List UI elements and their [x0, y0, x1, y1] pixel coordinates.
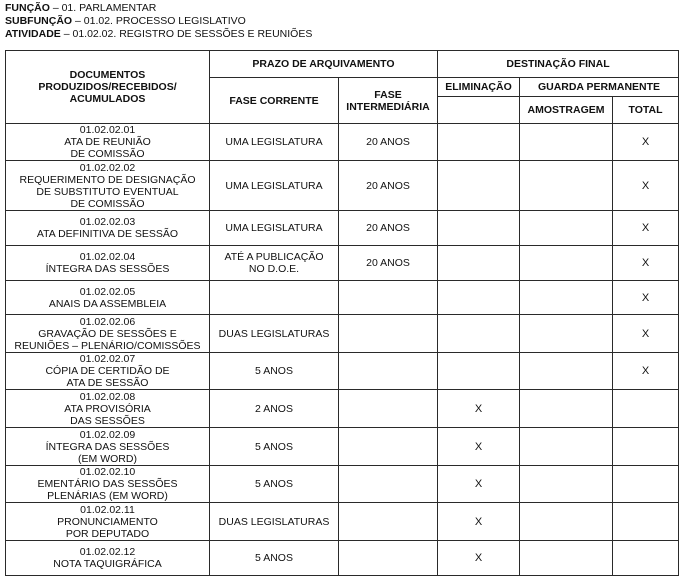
header-fase-corrente: FASE CORRENTE: [210, 78, 339, 124]
subfuncao-value: – 01.02. PROCESSO LEGISLATIVO: [72, 15, 246, 27]
fase-intermediaria-cell: [339, 281, 438, 315]
header-fase-intermediaria-line: FASE: [374, 88, 402, 101]
document-title-line: DE SUBSTITUTO EVENTUAL: [36, 185, 179, 198]
total-cell: [613, 503, 679, 541]
amostragem-cell: [520, 428, 613, 466]
document-title-line: GRAVAÇÃO DE SESSÕES E: [38, 327, 177, 340]
total-cell: X: [613, 281, 679, 315]
fase-corrente-line: UMA LEGISLATURA: [225, 136, 323, 148]
eliminacao-cell: [438, 315, 520, 353]
fase-corrente-cell: [210, 211, 339, 246]
eliminacao-cell: X: [438, 466, 520, 503]
subfuncao-label: SUBFUNÇÃO: [5, 15, 73, 27]
header-fase-intermediaria: [339, 78, 438, 124]
total-cell: [613, 466, 679, 503]
fase-corrente-cell: [210, 281, 339, 315]
fase-intermediaria-cell: [339, 353, 438, 390]
document-cell: [6, 211, 210, 246]
fase-intermediaria-cell: 20 ANOS: [339, 161, 438, 211]
document-cell: [6, 428, 210, 466]
fase-corrente-cell: [210, 390, 339, 428]
atividade-label: ATIVIDADE: [5, 28, 61, 40]
table-row: [6, 315, 679, 353]
total-cell: [613, 541, 679, 576]
total-cell: X: [613, 353, 679, 390]
document-code: 01.02.02.11: [80, 503, 135, 516]
amostragem-cell: [520, 315, 613, 353]
table-row: [6, 390, 679, 428]
document-cell: [6, 466, 210, 503]
document-code: 01.02.02.12: [79, 546, 136, 558]
header-guarda-permanente: GUARDA PERMANENTE: [520, 78, 679, 97]
document-cell: [6, 503, 210, 541]
fase-intermediaria-cell: 20 ANOS: [339, 124, 438, 161]
document-title-line: ATA DE REUNIÃO: [64, 136, 151, 148]
total-cell: X: [613, 124, 679, 161]
document-code: 01.02.02.02: [79, 161, 136, 174]
eliminacao-cell: X: [438, 541, 520, 576]
amostragem-cell: [520, 503, 613, 541]
header-documentos-line: PRODUZIDOS/RECEBIDOS/: [38, 81, 177, 93]
header-prazo: PRAZO DE ARQUIVAMENTO: [210, 51, 438, 78]
table-row: [6, 541, 679, 576]
fase-corrente-cell: [210, 161, 339, 211]
table-row: [6, 503, 679, 541]
document-title-line: DAS SESSÕES: [70, 414, 145, 427]
table-row: [6, 428, 679, 466]
document-cell: [6, 541, 210, 576]
amostragem-cell: [520, 246, 613, 281]
fase-intermediaria-cell: [339, 541, 438, 576]
amostragem-cell: [520, 466, 613, 503]
fase-corrente-cell: [210, 466, 339, 503]
amostragem-cell: [520, 211, 613, 246]
subfuncao-line: [5, 15, 312, 28]
document-code: 01.02.02.01: [79, 124, 136, 136]
fase-corrente-cell: [210, 124, 339, 161]
table-row: [6, 281, 679, 315]
funcao-label: FUNÇÃO: [5, 2, 50, 14]
header-documentos: [6, 51, 210, 124]
table-row: [6, 211, 679, 246]
document-code: 01.02.02.07: [79, 353, 136, 365]
table-row: [6, 161, 679, 211]
total-cell: [613, 390, 679, 428]
document-cell: [6, 161, 210, 211]
fase-intermediaria-cell: [339, 428, 438, 466]
document-title-line: ATA DE SESSÃO: [66, 377, 149, 389]
table-row: [6, 246, 679, 281]
fase-corrente-cell: [210, 315, 339, 353]
document-code: 01.02.02.10: [79, 466, 136, 478]
amostragem-cell: [520, 161, 613, 211]
document-cell: [6, 353, 210, 390]
document-title-line: (EM WORD): [78, 452, 137, 465]
fase-intermediaria-cell: [339, 315, 438, 353]
document-title-line: REQUERIMENTO DE DESIGNAÇÃO: [19, 173, 196, 186]
document-title-line: DE COMISSÃO: [70, 148, 145, 160]
header-destinacao: DESTINAÇÃO FINAL: [438, 51, 679, 78]
fase-corrente-cell: [210, 541, 339, 576]
fase-corrente-line: 5 ANOS: [255, 478, 293, 490]
total-cell: X: [613, 315, 679, 353]
header-documentos-line: ACUMULADOS: [69, 93, 146, 105]
document-title-line: PRONUNCIAMENTO: [57, 515, 158, 528]
fase-corrente-line: DUAS LEGISLATURAS: [218, 515, 330, 528]
document-cell: [6, 124, 210, 161]
table-row: [6, 466, 679, 503]
document-title-line: NOTA TAQUIGRÁFICA: [53, 558, 162, 570]
fase-intermediaria-cell: [339, 503, 438, 541]
document-title-line: REUNIÕES – PLENÁRIO/COMISSÕES: [14, 339, 201, 352]
fase-corrente-cell: [210, 503, 339, 541]
fase-corrente-line: 2 ANOS: [255, 402, 293, 415]
document-code: 01.02.02.04: [79, 251, 136, 263]
amostragem-cell: [520, 390, 613, 428]
header-amostragem: AMOSTRAGEM: [520, 97, 613, 124]
fase-intermediaria-cell: 20 ANOS: [339, 211, 438, 246]
eliminacao-cell: [438, 246, 520, 281]
eliminacao-cell: [438, 281, 520, 315]
document-title-line: POR DEPUTADO: [65, 527, 150, 540]
eliminacao-cell: X: [438, 503, 520, 541]
header-documentos-line: DOCUMENTOS: [69, 69, 146, 81]
document-cell: [6, 315, 210, 353]
funcao-value: – 01. PARLAMENTAR: [49, 2, 157, 14]
document-title-line: ÍNTEGRA DAS SESSÕES: [45, 263, 170, 275]
document-cell: [6, 390, 210, 428]
total-cell: X: [613, 161, 679, 211]
document-code: 01.02.02.09: [79, 428, 136, 441]
total-cell: X: [613, 211, 679, 246]
fase-corrente-line: 5 ANOS: [255, 552, 293, 564]
fase-corrente-cell: [210, 246, 339, 281]
document-title-line: PLENÁRIAS (EM WORD): [47, 490, 168, 502]
fase-intermediaria-cell: 20 ANOS: [339, 246, 438, 281]
document-title-line: EMENTÁRIO DAS SESSÕES: [37, 478, 178, 490]
atividade-line: [5, 28, 312, 41]
document-title-line: ÍNTEGRA DAS SESSÕES: [45, 440, 170, 453]
document-code: 01.02.02.08: [79, 390, 136, 403]
eliminacao-cell: [438, 211, 520, 246]
table-row: [6, 124, 679, 161]
amostragem-cell: [520, 124, 613, 161]
document-title-line: ANAIS DA ASSEMBLEIA: [48, 297, 167, 310]
eliminacao-cell: [438, 161, 520, 211]
document-code: 01.02.02.06: [79, 315, 136, 328]
document-title-line: ATA DEFINITIVA DE SESSÃO: [36, 228, 179, 240]
fase-corrente-line: ATÉ A PUBLICAÇÃO: [224, 251, 324, 263]
header-eliminacao: ELIMINAÇÃO: [438, 78, 520, 97]
funcao-line: [5, 2, 312, 15]
document-code: 01.02.02.05: [79, 285, 136, 298]
atividade-value: – 01.02.02. REGISTRO DE SESSÕES E REUNIÕES: [60, 28, 313, 40]
fase-intermediaria-cell: [339, 390, 438, 428]
classification-heading: [5, 2, 312, 41]
total-cell: [613, 428, 679, 466]
header-fase-intermediaria-line: INTERMEDIÁRIA: [346, 100, 430, 113]
amostragem-cell: [520, 353, 613, 390]
document-title-line: ATA PROVISÓRIA: [64, 402, 151, 415]
fase-corrente-line: UMA LEGISLATURA: [225, 222, 323, 234]
fase-intermediaria-cell: [339, 466, 438, 503]
header-total: TOTAL: [613, 97, 679, 124]
fase-corrente-cell: [210, 428, 339, 466]
total-cell: X: [613, 246, 679, 281]
fase-corrente-line: DUAS LEGISLATURAS: [218, 327, 330, 340]
fase-corrente-line: UMA LEGISLATURA: [225, 179, 323, 192]
document-cell: [6, 246, 210, 281]
fase-corrente-line: 5 ANOS: [255, 440, 293, 453]
retention-schedule-table: [5, 50, 679, 576]
fase-corrente-line: 5 ANOS: [255, 365, 293, 377]
document-title-line: CÓPIA DE CERTIDÃO DE: [45, 365, 170, 377]
fase-corrente-line: NO D.O.E.: [248, 263, 300, 275]
fase-corrente-cell: [210, 353, 339, 390]
eliminacao-cell: X: [438, 428, 520, 466]
eliminacao-cell: [438, 124, 520, 161]
header-eliminacao-empty: [438, 97, 520, 124]
eliminacao-cell: [438, 353, 520, 390]
eliminacao-cell: X: [438, 390, 520, 428]
table-row: [6, 353, 679, 390]
document-cell: [6, 281, 210, 315]
document-title-line: DE COMISSÃO: [70, 197, 145, 210]
amostragem-cell: [520, 281, 613, 315]
amostragem-cell: [520, 541, 613, 576]
document-code: 01.02.02.03: [79, 216, 136, 228]
table-body: [6, 124, 679, 576]
